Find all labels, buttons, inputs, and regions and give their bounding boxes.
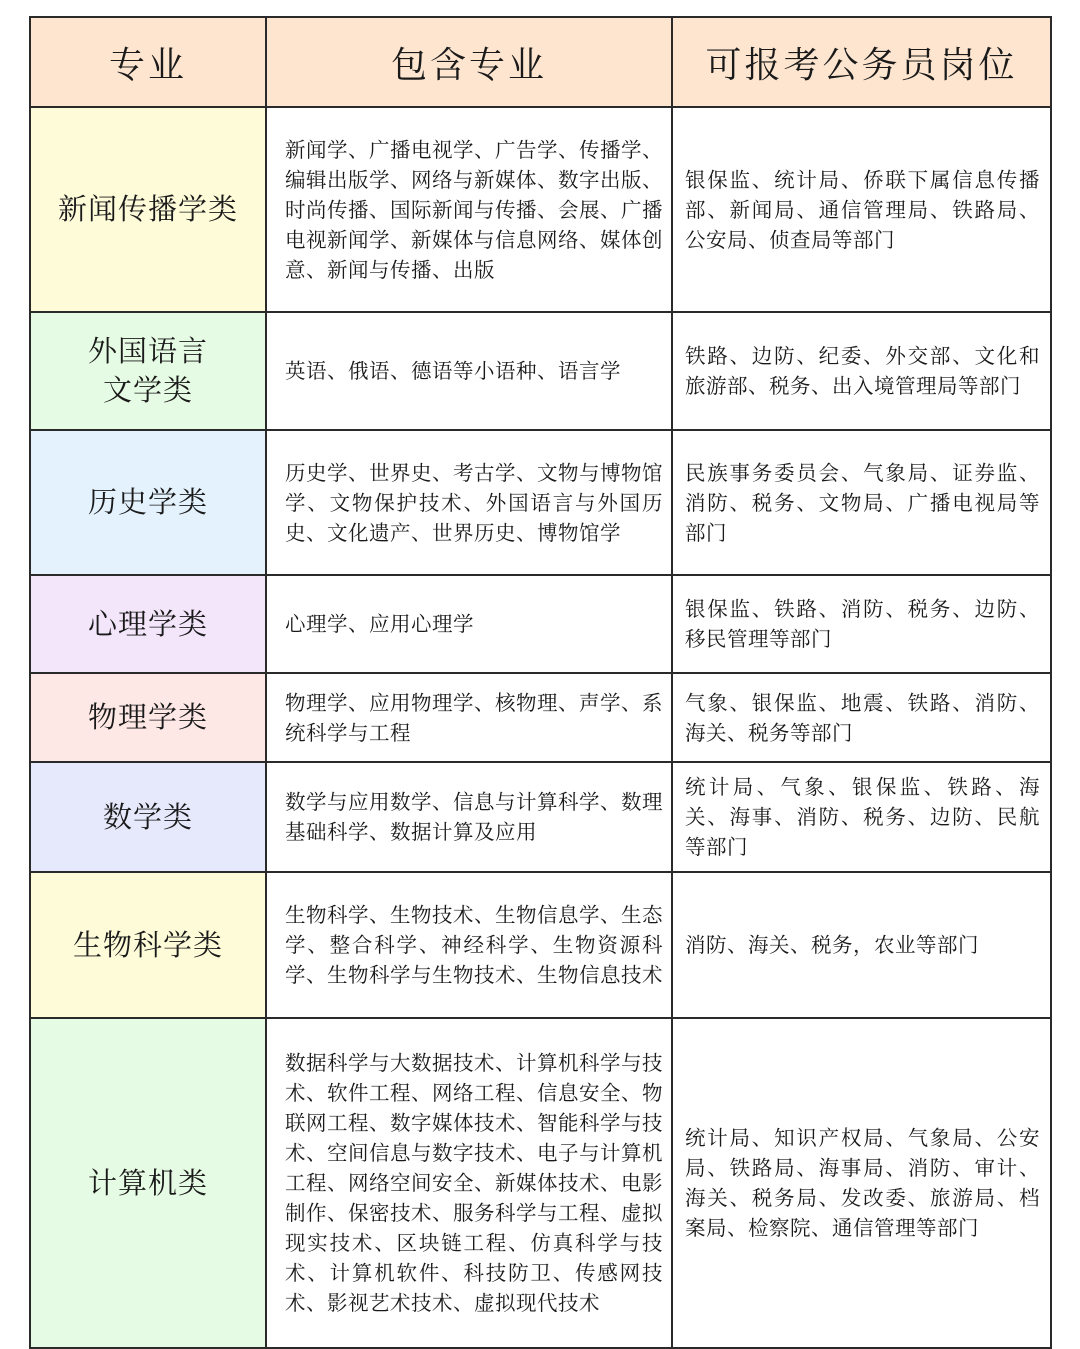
header-civil-service-positions: 可报考公务员岗位 [672,17,1051,107]
category-cell [30,575,266,673]
majors-table-page [29,16,1050,1349]
positions-text: 民族事务委员会、气象局、证券监、消防、税务、文物局、广播电视局等部门 [685,460,1040,545]
category-label: 历史学类 [87,485,208,519]
category-label: 生物科学类 [72,927,223,962]
positions-text: 统计局、知识产权局、气象局、公安局、铁路局、海事局、消防、审计、海关、税务局、发改委、旅游局、档案局、检察院、通信管理等部门 [685,1126,1040,1240]
positions-cell [672,430,1051,575]
positions-cell [672,575,1051,673]
positions-text: 银保监、铁路、消防、税务、边防、移民管理等部门 [685,597,1040,651]
included-majors-cell [266,1018,672,1348]
positions-text: 消防、海关、税务，农业等部门 [685,933,979,957]
included-majors-cell [266,762,672,872]
positions-cell [672,312,1051,430]
category-cell [30,430,266,575]
table-row [30,1018,1051,1348]
positions-cell [672,762,1051,872]
table-row [30,575,1051,673]
included-majors-text: 新闻学、广播电视学、广告学、传播学、编辑出版学、网络与新媒体、数字出版、时尚传播、国际新闻与传播、会展、广播电视新闻学、新媒体与信息网络、媒体创意、新闻与传播、出版 [285,137,663,282]
header-included-majors: 包含专业 [266,17,672,107]
majors-civil-service-table [29,16,1052,1349]
positions-cell [672,107,1051,312]
table-row [30,872,1051,1018]
table-row [30,673,1051,762]
category-label: 计算机类 [87,1165,208,1200]
included-majors-cell [266,312,672,430]
included-majors-cell [266,673,672,762]
category-cell [30,872,266,1018]
table-row [30,762,1051,872]
positions-text: 统计局、气象、银保监、铁路、海关、海事、消防、税务、边防、民航等部门 [685,775,1040,859]
category-label: 物理学类 [87,700,208,734]
category-label: 外国语言文学类 [87,334,208,407]
category-label: 新闻传播学类 [57,192,238,226]
included-majors-text: 英语、俄语、德语等小语种、语言学 [285,359,621,383]
category-label: 数学类 [102,799,193,834]
included-majors-text: 心理学、应用心理学 [285,612,474,636]
table-row [30,312,1051,430]
table-row [30,107,1051,312]
category-cell [30,312,266,430]
positions-text: 铁路、边防、纪委、外交部、文化和旅游部、税务、出入境管理局等部门 [685,344,1040,398]
included-majors-cell [266,430,672,575]
positions-text: 气象、银保监、地震、铁路、消防、海关、税务等部门 [685,690,1040,745]
category-cell [30,673,266,762]
included-majors-text: 数据科学与大数据技术、计算机科学与技术、软件工程、网络工程、信息安全、物联网工程、数字媒体技术、智能科学与技术、空间信息与数字技术、电子与计算机工程、网络空间安全、新媒体技术、电影制作、保密技术、服务科学与工程、虚拟现实技术、区块链工程、仿真科学与技术、计算机软件、科技防卫、传感网技术、影视艺术技术、虚拟现代技术 [285,1051,663,1315]
positions-cell [672,1018,1051,1348]
category-label: 心理学类 [87,606,208,641]
category-cell [30,762,266,872]
category-cell [30,107,266,312]
included-majors-cell [266,107,672,312]
header-major: 专业 [30,17,266,107]
table-row [30,430,1051,575]
included-majors-text: 物理学、应用物理学、核物理、声学、系统科学与工程 [285,690,663,745]
included-majors-cell [266,575,672,673]
positions-cell [672,673,1051,762]
category-cell [30,1018,266,1348]
included-majors-text: 历史学、世界史、考古学、文物与博物馆学、文物保护技术、外国语言与外国历史、文化遗产、世界历史、博物馆学 [285,460,663,545]
positions-text: 银保监、统计局、侨联下属信息传播部、新闻局、通信管理局、铁路局、公安局、侦查局等部门 [685,167,1040,252]
included-majors-cell [266,872,672,1018]
table-header-row [30,17,1051,107]
included-majors-text: 生物科学、生物技术、生物信息学、生态学、整合科学、神经科学、生物资源科学、生物科学与生物技术、生物信息技术 [285,903,663,987]
included-majors-text: 数学与应用数学、信息与计算科学、数理基础科学、数据计算及应用 [285,790,663,844]
positions-cell [672,872,1051,1018]
